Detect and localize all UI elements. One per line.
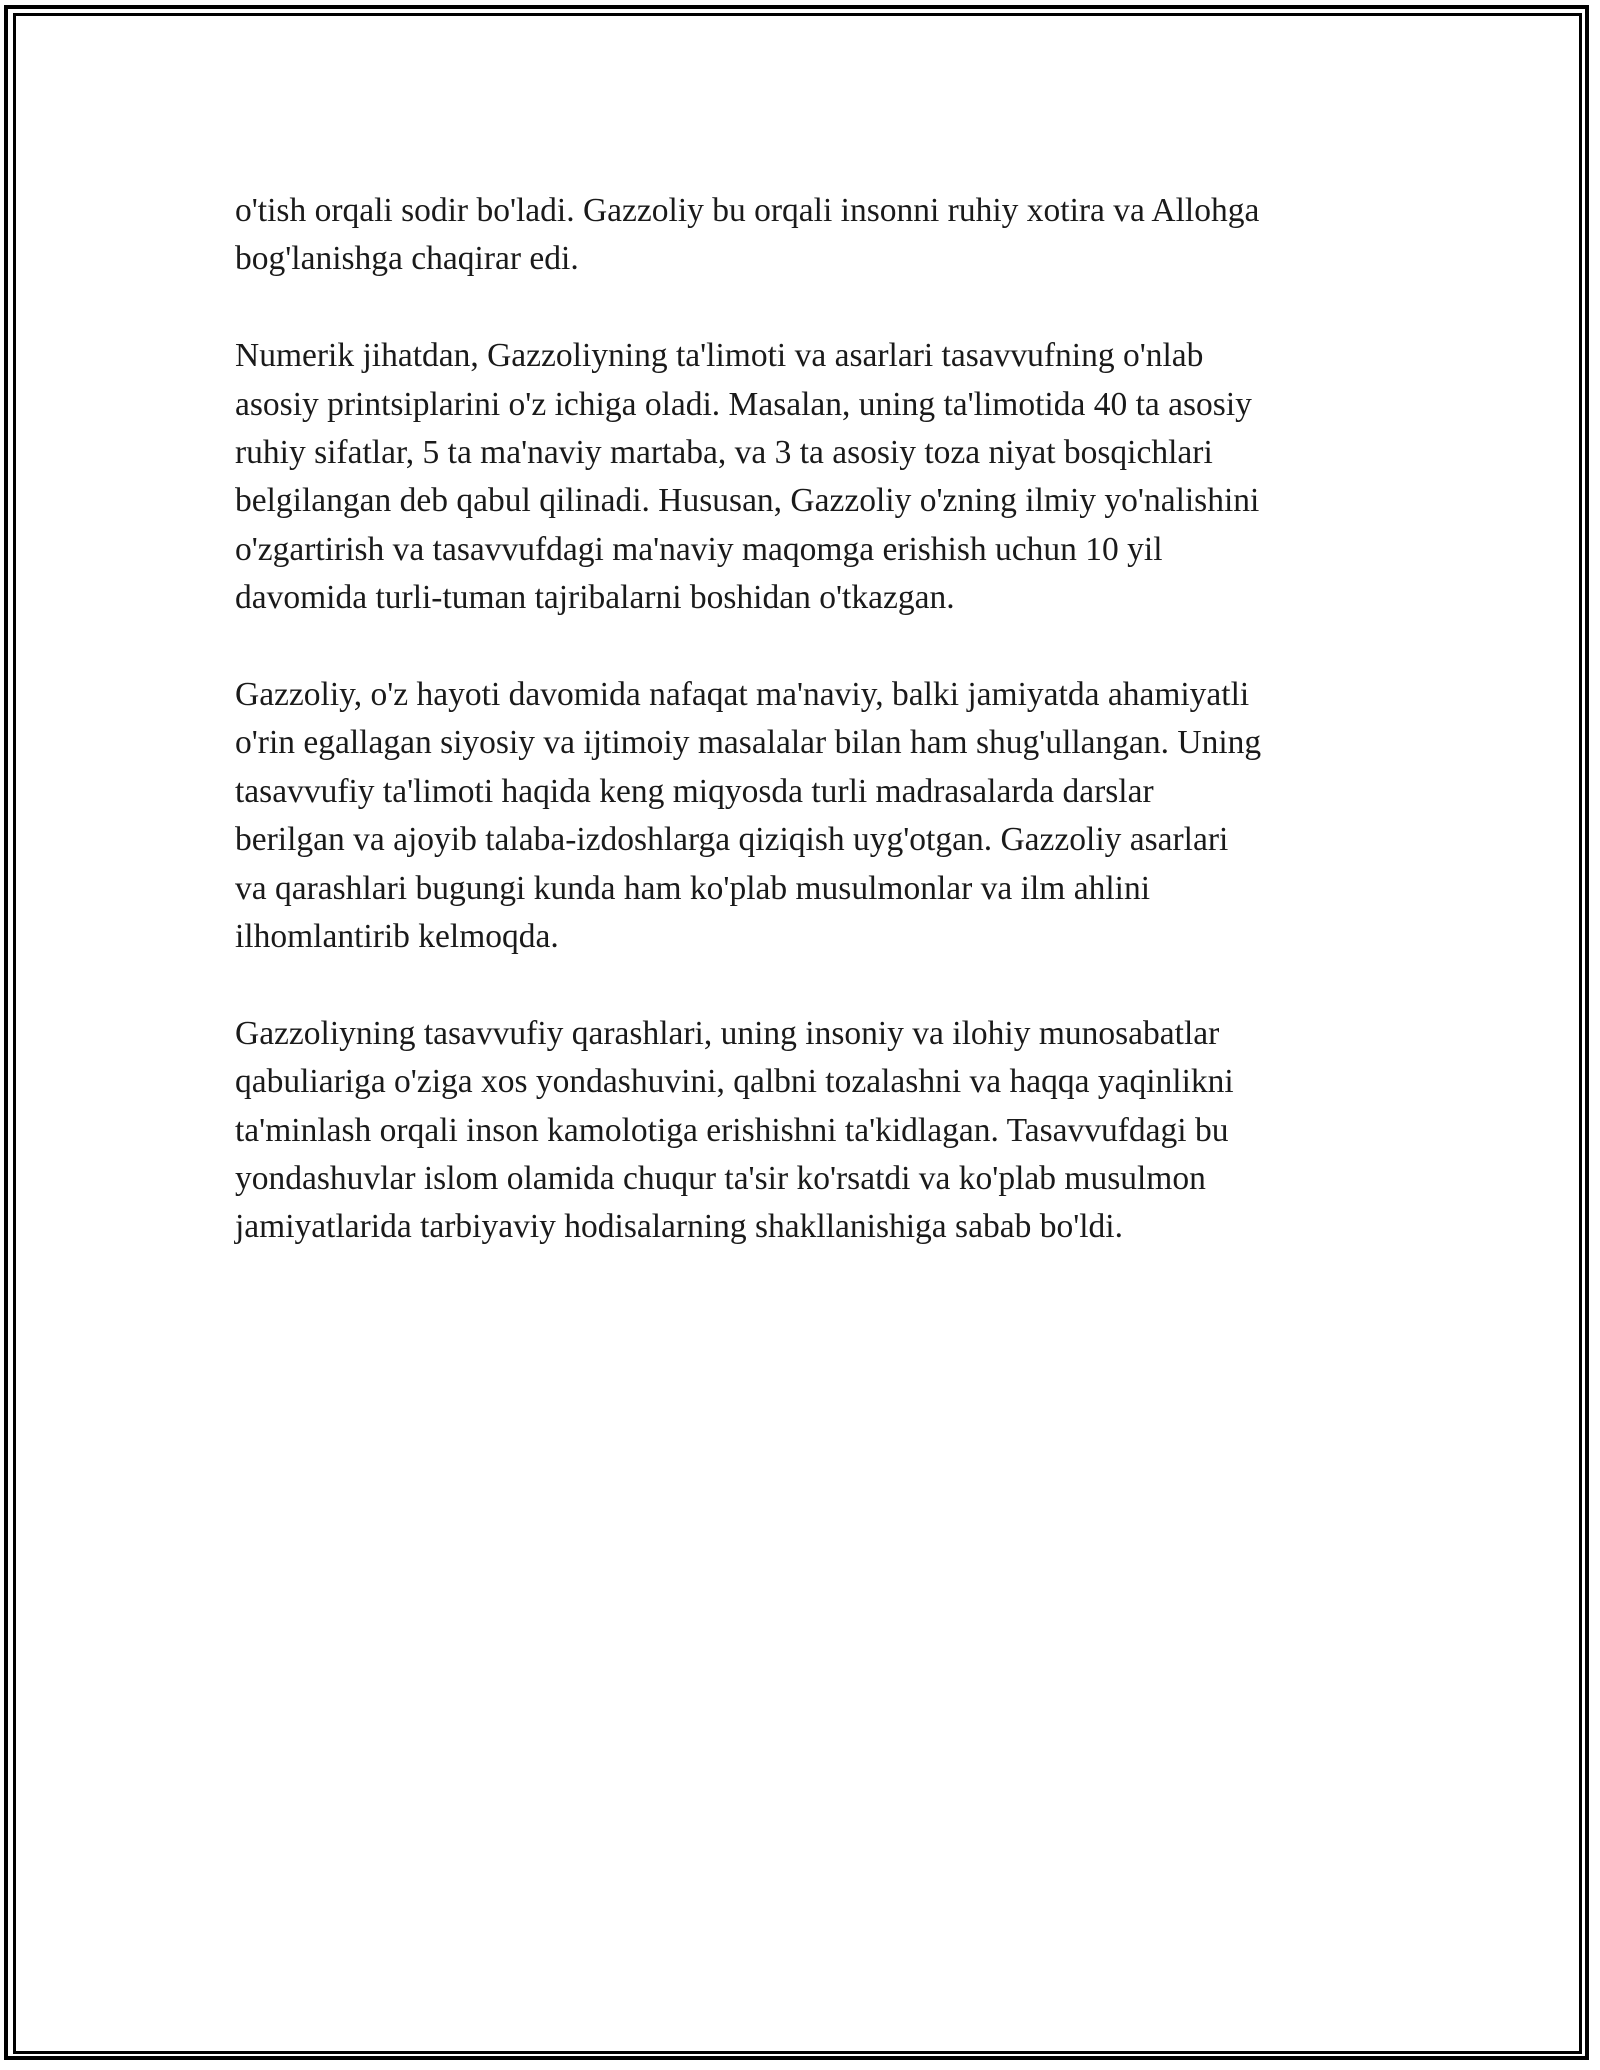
paragraph-1: o'tish orqali sodir bo'ladi. Gazzoliy bu orqali insonni ruhiy xotira va Allohga bog'lanishga chaqirar edi. <box>235 192 1260 278</box>
paragraph-4: Gazzoliyning tasavvufiy qarashlari, uning insoniy va ilohiy munosabatlar qabuliariga o'ziga xos yondashuvini, qalbni tozalashni va haqqa yaqinlikni ta'minlash orqali inson kamolotiga erishishni ta'kidlagan. Tasavvufdagi bu yondashuvlar islom olamida chuqur ta'sir ko'rsatdi va ko'plab musulmon jamiyatlarida tarbiyaviy hodisalarning shakllanishiga sabab bo'ldi. <box>235 1014 1234 1246</box>
paragraph-3: Gazzoliy, o'z hayoti davomida nafaqat ma'naviy, balki jamiyatda ahamiyatli o'rin egallagan siyosiy va ijtimoiy masalalar bilan ham shug'ullangan. Uning tasavvufiy ta'limoti haqida keng miqyosda turli madrasalarda darslar berilgan va ajoyib talaba-izdoshlarga qiziqish uyg'otgan. Gazzoliy asarlari va qarashlari bugungi kunda ham ko'plab musulmonlar va ilm ahlini ilhomlantirib kelmoqda. <box>235 676 1262 956</box>
paragraph-2: Numerik jihatdan, Gazzoliyning ta'limoti va asarlari tasavvufning o'nlab asosiy printsiplarini o'z ichiga oladi. Masalan, uning ta'limotida 40 ta asosiy ruhiy sifatlar, 5 ta ma'naviy martaba, va 3 ta asosiy toza niyat bosqichlari belgilangan deb qabul qilinadi. Hususan, Gazzoliy o'zning ilmiy yo'nalishini o'zgartirish va tasavvufdagi ma'naviy maqomga erishish uchun 10 yil davomida turli-tuman tajribalarni boshidan o'tkazgan. <box>235 337 1260 617</box>
document-body <box>235 187 1380 1300</box>
